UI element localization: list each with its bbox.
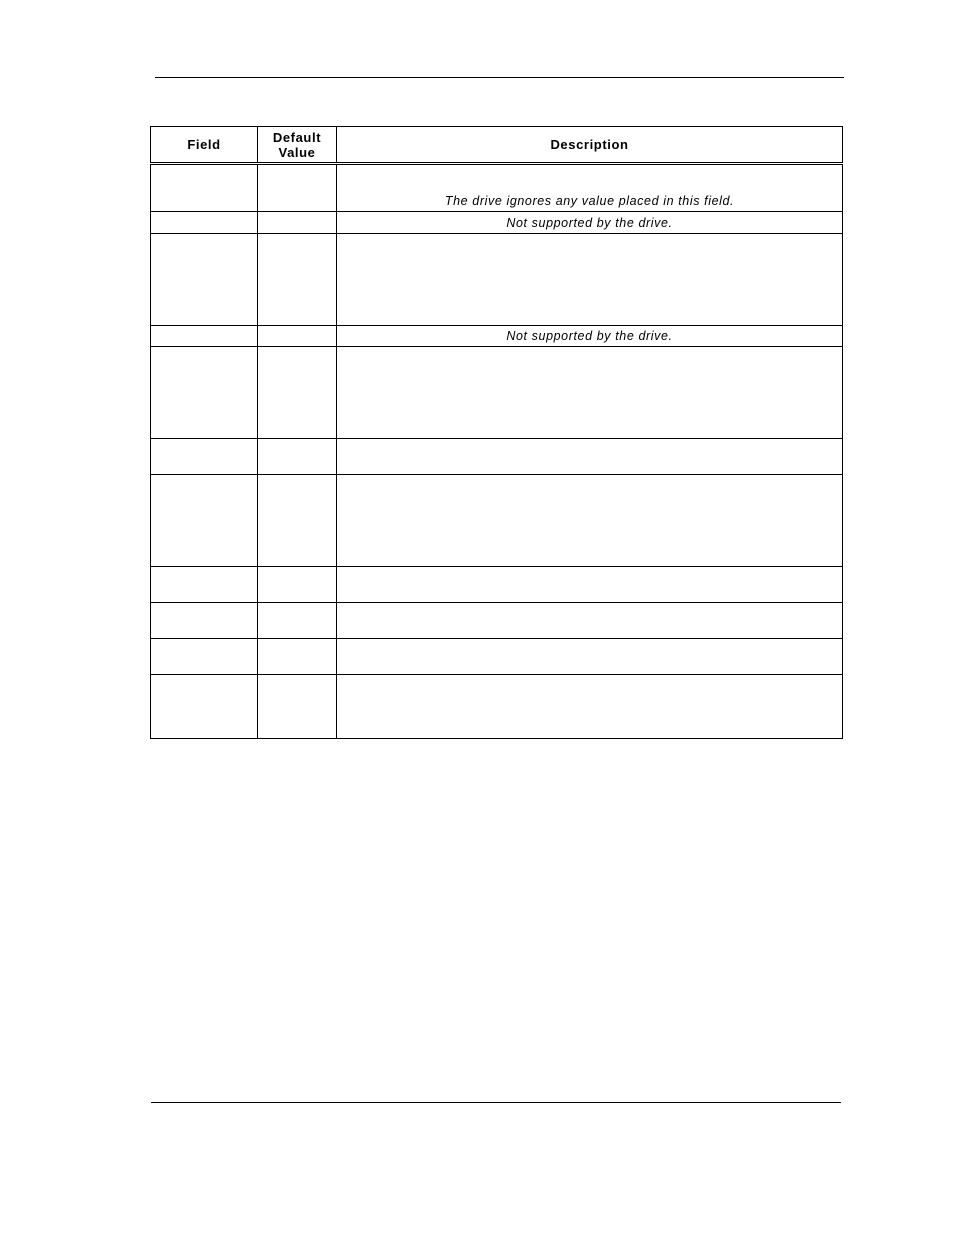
field-cell	[151, 439, 258, 475]
table-row	[151, 326, 843, 347]
description-cell	[337, 603, 843, 639]
field-cell	[151, 675, 258, 739]
default-cell	[258, 212, 337, 234]
field-cell	[151, 234, 258, 326]
header-rule	[155, 77, 844, 78]
default-cell	[258, 567, 337, 603]
header-default-value	[258, 127, 337, 164]
default-cell	[258, 603, 337, 639]
description-cell	[337, 567, 843, 603]
default-cell	[258, 164, 337, 212]
description-cell	[337, 234, 843, 326]
field-cell	[151, 475, 258, 567]
default-cell	[258, 347, 337, 439]
header-default-line2: Value	[278, 144, 316, 160]
default-cell	[258, 639, 337, 675]
description-cell: Not supported by the drive.	[337, 212, 843, 234]
field-cell	[151, 164, 258, 212]
field-cell	[151, 212, 258, 234]
field-cell	[151, 347, 258, 439]
header-default-line1: Default	[272, 129, 322, 145]
default-cell	[258, 675, 337, 739]
description-cell	[337, 675, 843, 739]
field-cell	[151, 639, 258, 675]
description-cell: Not supported by the drive.	[337, 326, 843, 347]
table-header-row	[151, 127, 843, 164]
field-description-table	[150, 126, 843, 739]
table-row	[151, 639, 843, 675]
description-cell	[337, 347, 843, 439]
header-description: Description	[337, 127, 843, 164]
table-row	[151, 475, 843, 567]
table-row	[151, 439, 843, 475]
description-cell	[337, 639, 843, 675]
description-cell	[337, 439, 843, 475]
description-cell	[337, 475, 843, 567]
default-cell	[258, 439, 337, 475]
default-cell	[258, 475, 337, 567]
table-row	[151, 212, 843, 234]
table-row	[151, 347, 843, 439]
footer-rule	[151, 1102, 841, 1103]
header-field: Field	[151, 127, 258, 164]
table-row	[151, 603, 843, 639]
table-row	[151, 164, 843, 212]
table-row	[151, 234, 843, 326]
table-row	[151, 567, 843, 603]
description-cell: The drive ignores any value placed in this field.	[337, 164, 843, 212]
field-cell	[151, 603, 258, 639]
default-cell	[258, 326, 337, 347]
field-cell	[151, 567, 258, 603]
field-cell	[151, 326, 258, 347]
default-cell	[258, 234, 337, 326]
table-row	[151, 675, 843, 739]
